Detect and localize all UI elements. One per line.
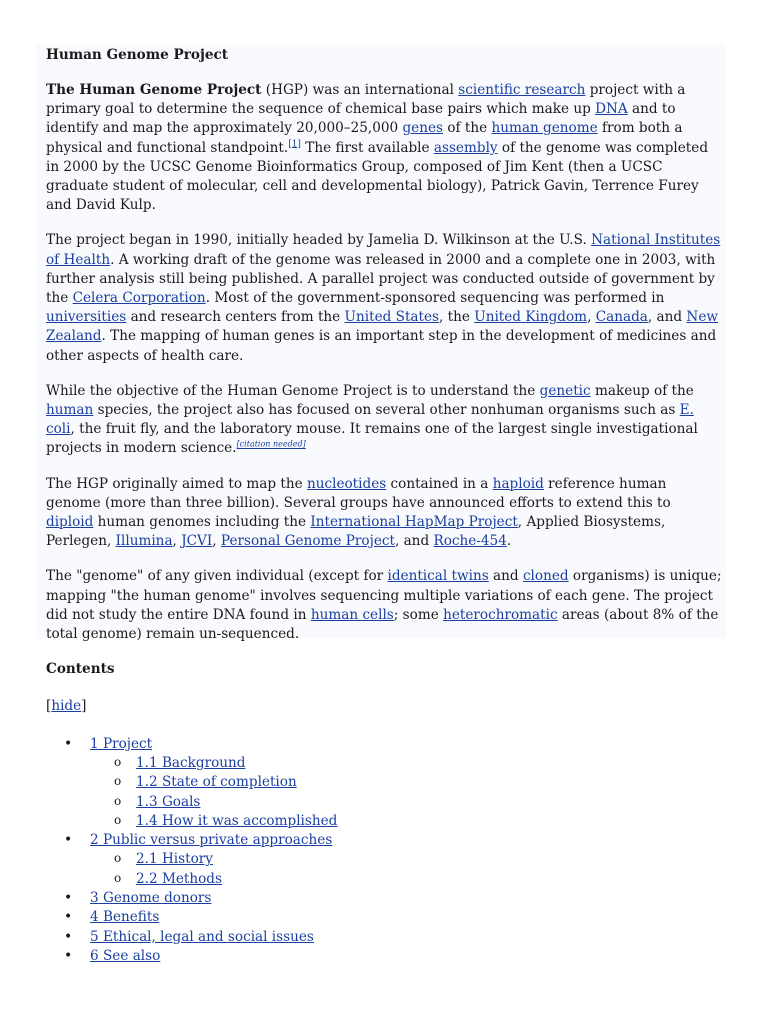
toc-sublink[interactable]: 1.2 State of completion bbox=[136, 774, 297, 791]
link-human-cells[interactable]: human cells bbox=[310, 606, 394, 623]
citation-1[interactable]: [1] bbox=[288, 139, 301, 150]
link-jcvi[interactable]: JCVI bbox=[181, 533, 213, 550]
link-universities[interactable]: universities bbox=[46, 309, 127, 326]
link-roche-454[interactable]: Roche-454 bbox=[433, 533, 507, 550]
toc-item bbox=[46, 947, 722, 966]
toc-sublink[interactable]: 2.1 History bbox=[136, 851, 213, 868]
genome-paragraph: The "genome" of any given individual (except for identical twins and cloned organisms) is unique; mapping "the human genome" involves sequencing multiple variations of each gene. The project did not study the entire DNA found in human cells; some heterochromatic areas (about 8% of the total genome) remain un-sequenced. bbox=[46, 568, 722, 643]
link-canada[interactable]: Canada bbox=[595, 309, 648, 326]
link-scientific-research[interactable]: scientific research bbox=[458, 82, 586, 98]
toc-sublink[interactable]: 1.4 How it was accomplished bbox=[136, 812, 338, 829]
toc-sublist bbox=[90, 754, 722, 831]
link-celera[interactable]: Celera Corporation bbox=[72, 290, 206, 307]
link-human-genome[interactable]: human genome bbox=[491, 120, 598, 137]
link-e-coli[interactable]: E. coli bbox=[46, 402, 694, 438]
link-human[interactable]: human bbox=[46, 402, 94, 419]
link-nih[interactable]: National Institutes of Health bbox=[46, 232, 721, 268]
toc-toggle: [hide] bbox=[46, 698, 87, 715]
link-dna[interactable]: DNA bbox=[595, 101, 628, 118]
toc-item bbox=[46, 735, 722, 831]
link-assembly[interactable]: assembly bbox=[433, 139, 498, 156]
toc-sublink[interactable]: 1.3 Goals bbox=[136, 793, 201, 810]
contents-title: Contents bbox=[46, 661, 115, 678]
link-illumina[interactable]: Illumina bbox=[115, 533, 173, 550]
toc-sublink[interactable]: 2.2 Methods bbox=[136, 870, 222, 887]
toc-subitem bbox=[90, 870, 722, 889]
aims-paragraph: The HGP originally aimed to map the nucleotides contained in a haploid reference human genome (more than three billion). Several groups have announced efforts to extend this to diploid human genomes including the International HapMap Project, Applied Biosystems, Perlegen, Illumina, JCVI, Personal Genome Project, and Roche-454. bbox=[46, 475, 671, 550]
toc-link[interactable]: 6 See also bbox=[90, 947, 161, 964]
link-new-zealand[interactable]: New Zealand bbox=[46, 309, 718, 345]
link-nucleotides[interactable]: nucleotides bbox=[306, 475, 387, 492]
link-identical-twins[interactable]: identical twins bbox=[387, 568, 489, 585]
toc-subitem bbox=[90, 850, 722, 869]
toc-link[interactable]: 5 Ethical, legal and social issues bbox=[90, 928, 314, 945]
toc-link[interactable]: 3 Genome donors bbox=[90, 890, 212, 907]
hide-toc-link[interactable]: hide bbox=[51, 698, 82, 715]
link-united-states[interactable]: United States bbox=[344, 309, 439, 326]
link-united-kingdom[interactable]: United Kingdom bbox=[474, 309, 588, 326]
link-personal-genome-project[interactable]: Personal Genome Project bbox=[220, 533, 395, 550]
toc-subitem bbox=[90, 793, 722, 812]
link-genes[interactable]: genes bbox=[402, 120, 444, 137]
toc-sublist bbox=[90, 850, 722, 889]
toc-link[interactable]: 2 Public versus private approaches bbox=[90, 832, 333, 849]
link-diploid[interactable]: diploid bbox=[46, 514, 94, 531]
toc-item bbox=[46, 831, 722, 889]
link-genetic[interactable]: genetic bbox=[539, 382, 591, 399]
article-bold-title: The Human Genome Project bbox=[46, 82, 262, 98]
toc-sublink[interactable]: 1.1 Background bbox=[136, 754, 246, 771]
toc-item bbox=[46, 928, 722, 947]
link-cloned[interactable]: cloned bbox=[522, 568, 569, 585]
link-hapmap[interactable]: International HapMap Project bbox=[310, 514, 518, 531]
page-title: Human Genome Project bbox=[46, 47, 229, 63]
history-paragraph: The project began in 1990, initially headed by Jamelia D. Wilkinson at the U.S. National Institutes of Health. A working draft of the genome was released in 2000 and a complete one in 2003, with further analysis still being published. A parallel project was conducted outside of government by the Celera Corporation. Most of the government-sponsored sequencing was performed in universities and research centers from the United States, the United Kingdom, Canada, and New Zealand. The mapping of human genes is an important step in the development of medicines and other aspects of health care. bbox=[46, 232, 721, 364]
toc-subitem bbox=[90, 812, 722, 831]
intro-paragraph: The Human Genome Project (HGP) was an international scientific research project with a primary goal to determine the sequence of chemical base pairs which make up DNA and to identify and map the approximately 20,000–25,000 genes of the human genome from both a physical and functional standpoint.[1] The first available assembly of the genome was completed in 2000 by the UCSC Genome Bioinformatics Group, composed of Jim Kent (then a UCSC graduate student of molecular, cell and developmental biology), Patrick Gavin, Terrence Furey and David Kulp. bbox=[46, 82, 709, 214]
toc-item bbox=[46, 889, 722, 908]
table-of-contents bbox=[46, 735, 722, 967]
link-haploid[interactable]: haploid bbox=[492, 475, 544, 492]
objective-paragraph: While the objective of the Human Genome Project is to understand the genetic makeup of the human species, the project also has focused on several other nonhuman organisms such as E. coli, the fruit fly, and the laboratory mouse. It remains one of the largest single investigational projects in modern science.[citation needed] bbox=[46, 382, 698, 457]
toc-item bbox=[46, 908, 722, 927]
toc-link[interactable]: 1 Project bbox=[90, 735, 153, 752]
article-content bbox=[46, 46, 722, 966]
toc-link[interactable]: 4 Benefits bbox=[90, 909, 160, 926]
toc-subitem bbox=[90, 773, 722, 792]
toc-subitem bbox=[90, 754, 722, 773]
link-heterochromatic[interactable]: heterochromatic bbox=[443, 606, 558, 623]
citation-needed[interactable]: [citation needed] bbox=[236, 439, 306, 449]
